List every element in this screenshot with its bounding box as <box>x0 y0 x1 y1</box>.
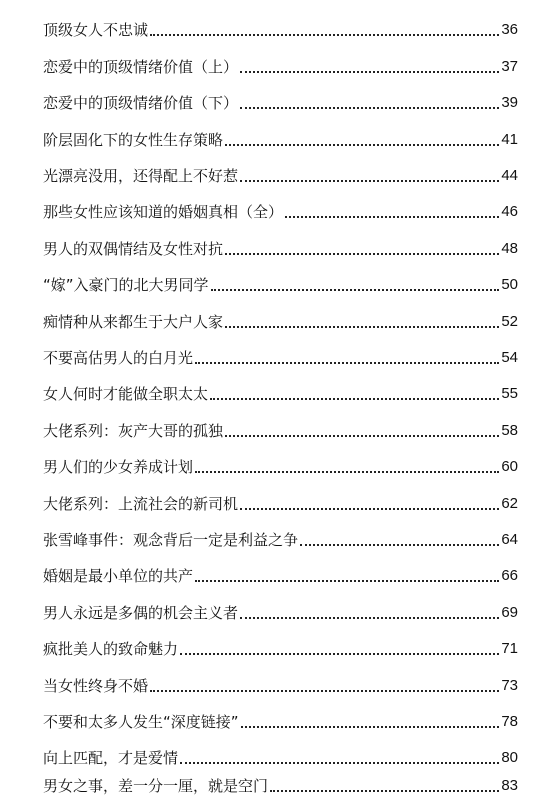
toc-dot-leader <box>240 508 499 510</box>
toc-dot-leader <box>180 762 499 764</box>
toc-entry[interactable] <box>43 415 518 441</box>
toc-entry[interactable] <box>43 342 518 368</box>
toc-page-number: 71 <box>501 640 518 657</box>
toc-entry[interactable] <box>43 706 518 732</box>
toc-page-number: 69 <box>501 604 518 621</box>
toc-entry-title: 不要高估男人的白月光 <box>43 349 194 367</box>
toc-entry-title: 男人们的少女养成计划 <box>43 458 194 476</box>
toc-dot-leader <box>150 34 499 36</box>
toc-dot-leader <box>240 617 499 619</box>
toc-entry-title: 婚姻是最小单位的共产 <box>43 567 194 585</box>
toc-page-number: 58 <box>501 422 518 439</box>
toc-page-number: 50 <box>501 276 518 293</box>
toc-page-number: 41 <box>501 131 518 148</box>
toc-entry[interactable] <box>43 451 518 477</box>
toc-dot-leader <box>210 398 499 400</box>
toc-dot-leader <box>180 653 499 655</box>
toc-page-number: 78 <box>501 713 518 730</box>
toc-dot-leader <box>225 326 499 328</box>
toc-page-number: 66 <box>501 567 518 584</box>
toc-entry-title: 张雪峰事件：观念背后一定是利益之争 <box>43 531 299 549</box>
toc-entry[interactable] <box>43 524 518 550</box>
toc-entry-title: 恋爱中的顶级情绪价值（上） <box>43 58 239 76</box>
toc-dot-leader <box>195 471 499 473</box>
toc-entry-title: 顶级女人不忠诚 <box>43 21 149 39</box>
toc-dot-leader <box>225 253 499 255</box>
toc-entry-title: 痴情种从来都生于大户人家 <box>43 313 224 331</box>
toc-entry[interactable] <box>43 124 518 150</box>
toc-dot-leader <box>150 690 499 692</box>
toc-entry[interactable] <box>43 560 518 586</box>
toc-entry-title: 男女之事，差一分一厘，就是空门 <box>43 777 269 795</box>
toc-dot-leader <box>225 144 499 146</box>
toc-entry-title: 男人永远是多偶的机会主义者 <box>43 604 239 622</box>
toc-page-number: 36 <box>501 21 518 38</box>
toc-page-number: 46 <box>501 203 518 220</box>
toc-dot-leader <box>270 790 499 792</box>
toc-page-number: 44 <box>501 167 518 184</box>
toc-page-number: 73 <box>501 677 518 694</box>
toc-entry-title: 光漂亮没用，还得配上不好惹 <box>43 167 239 185</box>
toc-entry-title: 当女性终身不婚 <box>43 677 149 695</box>
toc-entry[interactable] <box>43 378 518 404</box>
toc-dot-leader <box>240 107 499 109</box>
toc-entry[interactable] <box>43 87 518 113</box>
toc-entry[interactable] <box>43 51 518 77</box>
toc-dot-leader <box>241 726 500 728</box>
toc-entry-title: 向上匹配，才是爱情 <box>43 749 179 767</box>
toc-page-number: 39 <box>501 94 518 111</box>
toc-entry[interactable] <box>43 14 518 40</box>
toc-page-number: 55 <box>501 385 518 402</box>
toc-entry[interactable] <box>43 269 518 295</box>
toc-entry-title: 不要和太多人发生“深度链接” <box>43 713 239 731</box>
toc-entry-title: 大佬系列：灰产大哥的孤独 <box>43 422 224 440</box>
toc-entry[interactable] <box>43 770 518 796</box>
toc-entry-title: 大佬系列：上流社会的新司机 <box>43 495 239 513</box>
toc-entry[interactable] <box>43 742 518 768</box>
toc-page-number: 48 <box>501 240 518 257</box>
toc-entry-title: 疯批美人的致命魅力 <box>43 640 179 658</box>
toc-page-number: 60 <box>501 458 518 475</box>
toc-dot-leader <box>240 180 499 182</box>
toc-dot-leader <box>195 580 499 582</box>
toc-dot-leader <box>285 216 499 218</box>
toc-entry[interactable] <box>43 488 518 514</box>
toc-entry[interactable] <box>43 306 518 332</box>
toc-page-number: 80 <box>501 749 518 766</box>
toc-page-number: 64 <box>501 531 518 548</box>
toc-entry-title: 女人何时才能做全职太太 <box>43 385 209 403</box>
toc-dot-leader <box>225 435 499 437</box>
toc-page-number: 83 <box>501 777 518 794</box>
toc-page-number: 62 <box>501 495 518 512</box>
toc-page-number: 52 <box>501 313 518 330</box>
toc-entry[interactable] <box>43 160 518 186</box>
toc-page-number: 37 <box>501 58 518 75</box>
toc-entry[interactable] <box>43 633 518 659</box>
toc-entry-title: 那些女性应该知道的婚姻真相（全） <box>43 203 284 221</box>
toc-entry-title: 男人的双偶情结及女性对抗 <box>43 240 224 258</box>
toc-entry[interactable] <box>43 670 518 696</box>
toc-dot-leader <box>195 362 499 364</box>
toc-entry-title: 恋爱中的顶级情绪价值（下） <box>43 94 239 112</box>
toc-dot-leader <box>211 289 500 291</box>
toc-entry[interactable] <box>43 597 518 623</box>
toc-page-number: 54 <box>501 349 518 366</box>
toc-dot-leader <box>240 71 499 73</box>
toc-entry[interactable] <box>43 196 518 222</box>
toc-dot-leader <box>300 544 499 546</box>
toc-entry-title: 阶层固化下的女性生存策略 <box>43 131 224 149</box>
toc-entry-title: “嫁”入豪门的北大男同学 <box>43 276 209 294</box>
toc-entry[interactable] <box>43 233 518 259</box>
